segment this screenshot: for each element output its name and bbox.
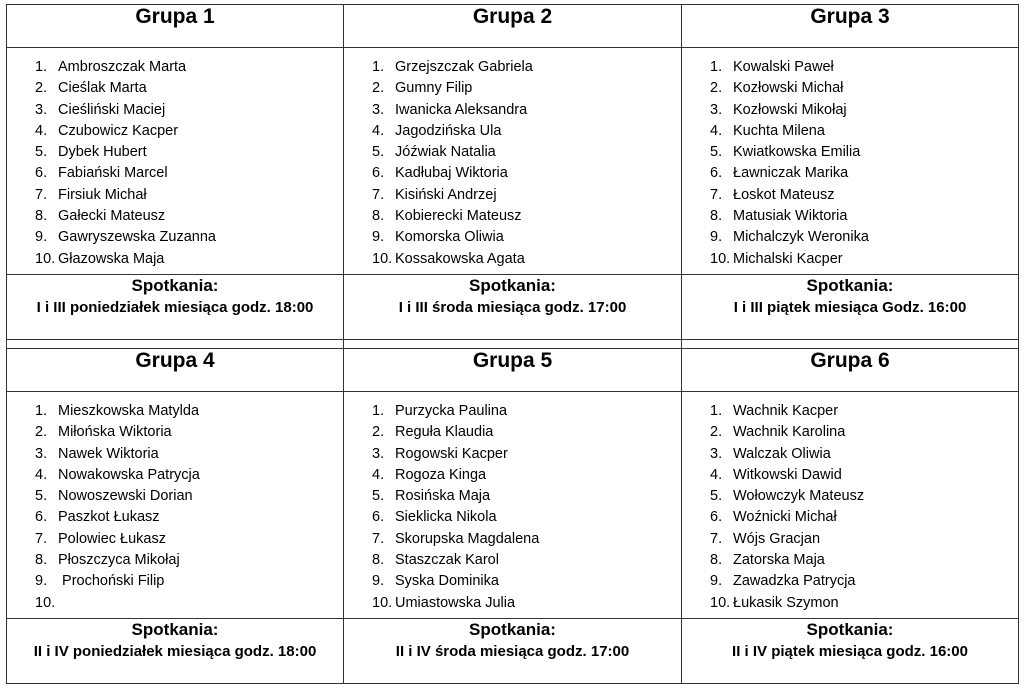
- list-item-name: Komorska Oliwia: [395, 229, 504, 246]
- list-item-name: Łukasik Szymon: [733, 594, 839, 611]
- list-item-name: Grzejszczak Gabriela: [395, 59, 533, 75]
- list-item-number: 9.: [372, 229, 385, 246]
- list-item-name: Rosińska Maja: [395, 488, 491, 505]
- list-item-name: Nowoszewski Dorian: [58, 488, 193, 505]
- list-item-number: 1.: [35, 403, 48, 419]
- list-item-number: 9.: [710, 229, 723, 246]
- list-item-name: Gumny Filip: [395, 80, 473, 97]
- list-item-number: 10.: [710, 250, 731, 267]
- list-item: [710, 100, 1018, 121]
- meetings-time: I i III środa miesiąca godz. 17:00: [398, 299, 627, 316]
- list-item-name: Umiastowska Julia: [395, 594, 516, 611]
- list-item: [35, 444, 343, 465]
- list-item: [372, 78, 681, 99]
- list-item: [710, 249, 1018, 270]
- list-item-name: Miłońska Wiktoria: [58, 424, 172, 441]
- list-item-number: 3.: [35, 445, 48, 462]
- list-item: [35, 206, 343, 227]
- list-item: [35, 249, 343, 270]
- list-item-name: Nowakowska Patrycja: [58, 466, 200, 483]
- list-item-name: Łoskot Mateusz: [733, 186, 835, 203]
- list-item-number: 2.: [35, 424, 48, 441]
- list-item-name: Paszkot Łukasz: [58, 509, 160, 526]
- list-item: [372, 465, 681, 486]
- list-item-number: 7.: [372, 530, 385, 547]
- list-item-number: 4.: [372, 466, 385, 483]
- list-item: [710, 121, 1018, 142]
- meetings-label: Spotkania:: [131, 620, 219, 639]
- list-item-number: 4.: [35, 466, 48, 483]
- list-item: [372, 529, 681, 550]
- list-item-name: Skorupska Magdalena: [395, 530, 540, 547]
- list-item-number: 5.: [710, 488, 723, 505]
- list-item-number: 9.: [35, 229, 48, 246]
- list-item-name: Kisiński Andrzej: [395, 186, 497, 203]
- list-item-number: 3.: [710, 101, 723, 118]
- list-item-name: Walczak Oliwia: [733, 445, 831, 462]
- meetings-cell: [682, 275, 1019, 340]
- list-item: [710, 550, 1018, 571]
- member-list: [344, 48, 681, 270]
- list-item-number: 1.: [372, 403, 385, 419]
- list-item-name: Wójs Gracjan: [733, 530, 821, 547]
- list-item: [710, 163, 1018, 184]
- meetings-cell: [344, 275, 682, 340]
- list-item-number: 6.: [372, 509, 385, 526]
- row2-headers: [7, 349, 1019, 392]
- list-item-name: Michalski Kacper: [733, 250, 843, 267]
- list-item-name: Jóźwiak Natalia: [395, 144, 496, 161]
- group-title: Grupa 6: [682, 349, 1019, 392]
- list-item: [710, 593, 1018, 614]
- member-cell: [344, 392, 682, 619]
- separator-cell: [7, 340, 344, 349]
- list-item: [35, 100, 343, 121]
- list-item-number: 1.: [35, 59, 48, 75]
- list-item-name: Nawek Wiktoria: [58, 445, 159, 462]
- list-item-number: 3.: [35, 101, 48, 118]
- list-item-name: Zatorska Maja: [733, 552, 825, 569]
- list-item-number: 5.: [372, 144, 385, 161]
- row1-members: [7, 48, 1019, 275]
- list-item-name: Ławniczak Marika: [733, 165, 849, 182]
- meetings-cell: [682, 619, 1019, 684]
- list-item: [710, 57, 1018, 78]
- list-item-number: 5.: [710, 144, 723, 161]
- list-item-number: 1.: [710, 403, 723, 419]
- list-item-name: Wachnik Kacper: [733, 403, 839, 419]
- list-item-number: 7.: [710, 186, 723, 203]
- meetings-label: Spotkania:: [806, 620, 894, 639]
- list-item-name: Głazowska Maja: [58, 250, 165, 267]
- list-item-name: Fabiański Marcel: [58, 165, 168, 182]
- list-item-name: Kozłowski Mikołaj: [733, 101, 847, 118]
- row1-headers: [7, 5, 1019, 48]
- list-item-number: 5.: [35, 144, 48, 161]
- list-item: [35, 185, 343, 206]
- meetings-cell: [7, 619, 344, 684]
- meetings-cell: [7, 275, 344, 340]
- list-item-name: Ambroszczak Marta: [58, 59, 187, 75]
- list-item-number: 3.: [372, 101, 385, 118]
- list-item: [35, 142, 343, 163]
- list-item-number: 4.: [710, 122, 723, 139]
- list-item-name: Kuchta Milena: [733, 122, 825, 139]
- list-item-number: 10.: [372, 250, 393, 267]
- list-item-number: 2.: [372, 80, 385, 97]
- group-title: Grupa 1: [7, 5, 344, 48]
- list-item: [372, 422, 681, 443]
- list-item: [710, 465, 1018, 486]
- list-item-number: 3.: [372, 445, 385, 462]
- list-item: [710, 206, 1018, 227]
- meetings-label: Spotkania:: [131, 276, 219, 295]
- row2-meetings: [7, 619, 1019, 684]
- meetings-label: Spotkania:: [806, 276, 894, 295]
- meetings-label: Spotkania:: [469, 276, 556, 295]
- list-item: [710, 401, 1018, 422]
- list-item-number: 6.: [710, 165, 723, 182]
- list-item: [710, 507, 1018, 528]
- list-item: [372, 593, 681, 614]
- list-item: [35, 529, 343, 550]
- list-item-number: 8.: [35, 552, 48, 569]
- list-item: [372, 121, 681, 142]
- meetings-time: I i III piątek miesiąca Godz. 16:00: [733, 299, 967, 316]
- list-item: [710, 529, 1018, 550]
- list-item-name: Rogoza Kinga: [395, 466, 487, 483]
- list-item-number: 10.: [372, 594, 393, 611]
- list-item-name: Staszczak Karol: [395, 552, 499, 569]
- group-title: Grupa 2: [344, 5, 682, 48]
- list-item-number: 10.: [710, 594, 731, 611]
- list-item-name: Jagodzińska Ula: [395, 122, 502, 139]
- list-item-number: 6.: [35, 165, 48, 182]
- list-item-number: 6.: [35, 509, 48, 526]
- list-item-name: Wołowczyk Mateusz: [733, 488, 865, 505]
- list-item: [35, 486, 343, 507]
- list-item: [372, 227, 681, 248]
- list-item-name: Mieszkowska Matylda: [58, 403, 200, 419]
- meetings-time: II i IV piątek miesiąca godz. 16:00: [732, 643, 968, 660]
- list-item-name: Woźnicki Michał: [733, 509, 837, 526]
- list-item-name: Iwanicka Aleksandra: [395, 101, 528, 118]
- list-item-name: Reguła Klaudia: [395, 424, 494, 441]
- list-item-number: 8.: [35, 208, 48, 225]
- member-list: [7, 392, 343, 614]
- list-item-number: 3.: [710, 445, 723, 462]
- list-item: [372, 249, 681, 270]
- list-item-name: Kowalski Paweł: [733, 59, 834, 75]
- list-item-number: 7.: [35, 186, 48, 203]
- list-item: [35, 593, 343, 614]
- groups-table: [6, 4, 1019, 684]
- separator-cell: [682, 340, 1019, 349]
- list-item-number: 9.: [710, 573, 723, 590]
- list-item-name: Michalczyk Weronika: [733, 229, 869, 246]
- list-item-name: Kozłowski Michał: [733, 80, 844, 97]
- groups-schedule-document: [6, 4, 1018, 684]
- list-item-number: 4.: [35, 122, 48, 139]
- row2-members: [7, 392, 1019, 619]
- list-item-number: 8.: [710, 208, 723, 225]
- list-item: [710, 185, 1018, 206]
- list-item-name: Kobierecki Mateusz: [395, 208, 522, 225]
- member-cell: [344, 48, 682, 275]
- list-item: [35, 57, 343, 78]
- member-list: [682, 392, 1018, 614]
- list-item: [372, 550, 681, 571]
- group-title: Grupa 3: [682, 5, 1019, 48]
- member-cell: [682, 392, 1019, 619]
- list-item-number: 5.: [372, 488, 385, 505]
- list-item-number: 1.: [710, 59, 723, 75]
- list-item-name: Rogowski Kacper: [395, 445, 508, 462]
- list-item-number: 2.: [372, 424, 385, 441]
- list-item-number: 7.: [35, 530, 48, 547]
- list-item: [35, 465, 343, 486]
- group-title: Grupa 4: [7, 349, 344, 392]
- list-item-number: 8.: [372, 208, 385, 225]
- list-item-number: 8.: [710, 552, 723, 569]
- list-item-name: Polowiec Łukasz: [58, 530, 166, 547]
- list-item-number: 2.: [710, 80, 723, 97]
- list-item: [372, 206, 681, 227]
- list-item: [372, 486, 681, 507]
- list-item-name: Prochoński Filip: [58, 573, 165, 590]
- list-item: [710, 444, 1018, 465]
- row1-meetings: [7, 275, 1019, 340]
- list-item-name: Syska Dominika: [395, 573, 499, 590]
- list-item: [35, 121, 343, 142]
- list-item-number: 7.: [372, 186, 385, 203]
- list-item: [372, 185, 681, 206]
- list-item: [372, 142, 681, 163]
- group-title: Grupa 5: [344, 349, 682, 392]
- member-cell: [7, 392, 344, 619]
- list-item-number: 4.: [710, 466, 723, 483]
- list-item-number: 5.: [35, 488, 48, 505]
- list-item-name: Kadłubaj Wiktoria: [395, 165, 508, 182]
- list-item-name: Gałecki Mateusz: [58, 208, 166, 225]
- member-cell: [7, 48, 344, 275]
- list-item: [710, 78, 1018, 99]
- list-item: [710, 227, 1018, 248]
- list-item-name: Wachnik Karolina: [733, 424, 846, 441]
- member-list: [7, 48, 343, 270]
- list-item: [372, 401, 681, 422]
- list-item-number: 7.: [710, 530, 723, 547]
- list-item: [710, 142, 1018, 163]
- list-item-name: Zawadzka Patrycja: [733, 573, 856, 590]
- row-separator: [7, 340, 1019, 349]
- list-item-name: Dybek Hubert: [58, 144, 147, 161]
- list-item-name: Matusiak Wiktoria: [733, 208, 848, 225]
- list-item-number: 9.: [35, 573, 48, 590]
- list-item: [35, 78, 343, 99]
- list-item-number: 2.: [35, 80, 48, 97]
- meetings-time: I i III poniedziałek miesiąca godz. 18:00: [36, 299, 314, 316]
- list-item: [372, 163, 681, 184]
- list-item-number: 6.: [710, 509, 723, 526]
- list-item: [372, 571, 681, 592]
- list-item-name: Sieklicka Nikola: [395, 509, 497, 526]
- list-item: [35, 571, 343, 592]
- separator-cell: [344, 340, 682, 349]
- list-item-number: 2.: [710, 424, 723, 441]
- list-item-number: 8.: [372, 552, 385, 569]
- meetings-time: II i IV poniedziałek miesiąca godz. 18:00: [33, 643, 317, 660]
- member-cell: [682, 48, 1019, 275]
- list-item: [35, 550, 343, 571]
- list-item: [710, 486, 1018, 507]
- list-item: [710, 422, 1018, 443]
- list-item-name: Gawryszewska Zuzanna: [58, 229, 216, 246]
- list-item-name: Witkowski Dawid: [733, 466, 842, 483]
- list-item-name: Firsiuk Michał: [58, 186, 147, 203]
- list-item-name: Płoszczyca Mikołaj: [58, 552, 180, 569]
- list-item-name: Kwiatkowska Emilia: [733, 144, 861, 161]
- list-item-name: Cieślak Marta: [58, 80, 147, 97]
- list-item: [35, 163, 343, 184]
- meetings-time: II i IV środa miesiąca godz. 17:00: [395, 643, 630, 660]
- member-list: [344, 392, 681, 614]
- list-item-number: 1.: [372, 59, 385, 75]
- list-item-number: 9.: [372, 573, 385, 590]
- list-item: [35, 401, 343, 422]
- member-list: [682, 48, 1018, 270]
- meetings-label: Spotkania:: [469, 620, 556, 639]
- list-item-number: 6.: [372, 165, 385, 182]
- list-item-name: Czubowicz Kacper: [58, 122, 179, 139]
- list-item: [35, 227, 343, 248]
- list-item-number: 10.: [35, 250, 56, 267]
- list-item-number: 4.: [372, 122, 385, 139]
- list-item: [372, 507, 681, 528]
- meetings-cell: [344, 619, 682, 684]
- list-item: [35, 422, 343, 443]
- list-item-name: Purzycka Paulina: [395, 403, 508, 419]
- list-item: [372, 100, 681, 121]
- list-item-number: 10.: [35, 594, 56, 611]
- list-item-name: Cieśliński Maciej: [58, 101, 166, 118]
- list-item: [372, 444, 681, 465]
- list-item: [35, 507, 343, 528]
- list-item: [710, 571, 1018, 592]
- list-item: [372, 57, 681, 78]
- list-item-name: Kossakowska Agata: [395, 250, 525, 267]
